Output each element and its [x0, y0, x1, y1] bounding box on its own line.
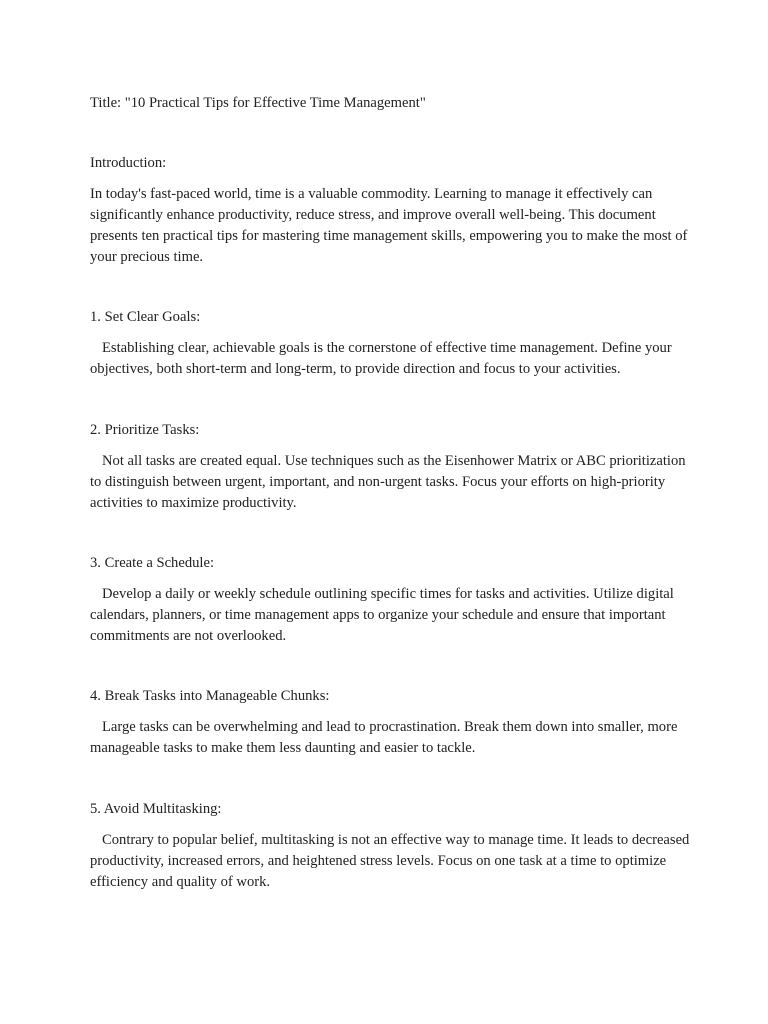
tip-paragraph: Establishing clear, achievable goals is the cornerstone of effective time management. Define your objectives, both short-term and long-term, to provide direction and focus to your activities.	[90, 340, 672, 377]
tip-heading: 5. Avoid Multitasking:	[90, 801, 222, 817]
tip-paragraph: Contrary to popular belief, multitasking is not an effective way to manage time. It leads to decreased productivity, increased errors, and heightened stress levels. Focus on one task at a time to optimize efficiency and quality of work.	[90, 832, 690, 890]
document-title: Title: "10 Practical Tips for Effective Time Management"	[90, 95, 426, 111]
tip-section-5	[90, 799, 690, 893]
tip-paragraph: Large tasks can be overwhelming and lead to procrastination. Break them down into smaller, more manageable tasks to make them less daunting and easier to tackle.	[90, 719, 678, 756]
tip-paragraph: Not all tasks are created equal. Use techniques such as the Eisenhower Matrix or ABC prioritization to distinguish between urgent, important, and non-urgent tasks. Focus your efforts on high-priority activities to maximize productivity.	[90, 453, 686, 511]
tip-heading: 4. Break Tasks into Manageable Chunks:	[90, 688, 330, 704]
introduction-heading: Introduction:	[90, 155, 167, 171]
tip-section-2	[90, 420, 690, 514]
tip-heading: 3. Create a Schedule:	[90, 555, 214, 571]
introduction-paragraph: In today's fast-paced world, time is a valuable commodity. Learning to manage it effectively can significantly enhance productivity, reduce stress, and improve overall well-being. This document presents ten practical tips for mastering time management skills, empowering you to make the most of your precious time.	[90, 186, 688, 265]
tip-heading: 2. Prioritize Tasks:	[90, 422, 200, 438]
tip-section-3	[90, 553, 690, 647]
tip-section-4	[90, 686, 690, 759]
tip-section-1	[90, 307, 690, 380]
tip-heading: 1. Set Clear Goals:	[90, 309, 201, 325]
tip-paragraph: Develop a daily or weekly schedule outlining specific times for tasks and activities. Utilize digital calendars, planners, or time management apps to organize your schedule and ensure that important commitments are not overlooked.	[90, 586, 674, 644]
